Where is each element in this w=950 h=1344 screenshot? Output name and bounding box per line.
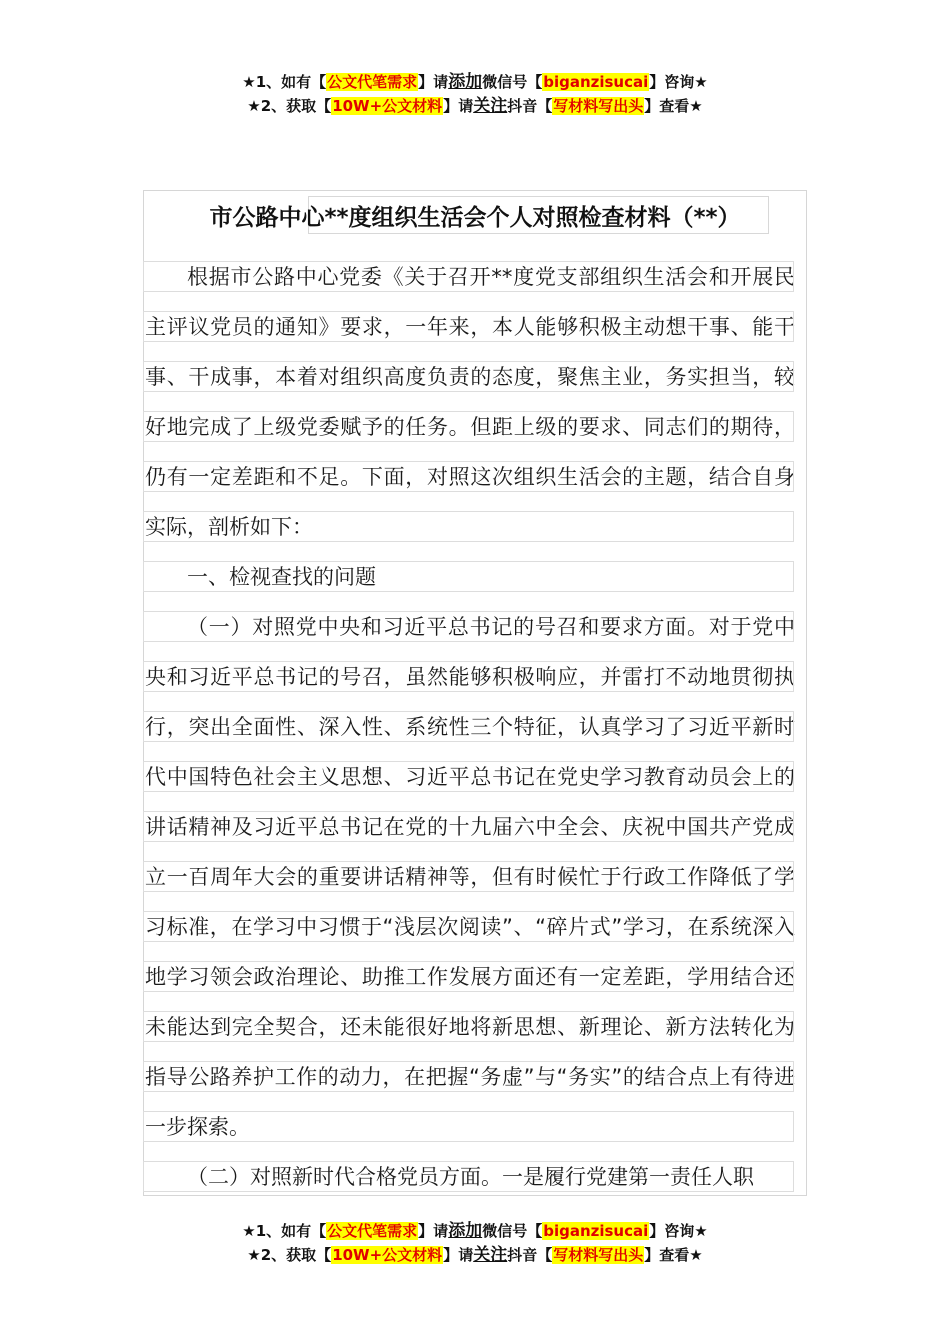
- banner-line-1: [0, 70, 950, 94]
- banner-highlight: biganzisucai: [543, 73, 649, 91]
- banner-text: ★1、如有【: [242, 73, 327, 91]
- banner-highlight: 公文代笔需求: [327, 73, 418, 91]
- banner-underlined: 添加: [448, 72, 483, 92]
- banner-text: 】请: [443, 97, 474, 115]
- banner-line-2: [0, 1243, 950, 1267]
- bottom-banner: [0, 1219, 950, 1267]
- banner-text: 抖音【: [507, 97, 553, 115]
- banner-highlight: 10W+公文材料: [332, 97, 443, 115]
- banner-underlined: 添加: [448, 1221, 483, 1241]
- section-heading: 一、检视查找的问题: [187, 565, 376, 589]
- top-banner: [0, 70, 950, 118]
- document-title: 市公路中心**度组织生活会个人对照检查材料（**）: [209, 205, 741, 231]
- banner-text: 】请: [443, 1246, 474, 1264]
- banner-highlight: 公文代笔需求: [327, 1222, 418, 1240]
- banner-underlined: 关注: [473, 1245, 508, 1265]
- banner-text: 】请: [418, 73, 449, 91]
- document-body: [145, 252, 795, 1202]
- banner-text: 】请: [418, 1222, 449, 1240]
- paragraph-section-1: （一）对照党中央和习近平总书记的号召和要求方面。对于党中央和习近平总书记的号召，虽然能够积极响应，并雷打不动地贯彻执行，突出全面性、深入性、系统性三个特征，认真学习了习近平新时代中国特色社会主义思想、习近平总书记在党史学习教育动员会上的讲话精神及习近平总书记在党的十九届六中全会、庆祝中国共产党成立一百周年大会的重要讲话精神等，但有时候忙于行政工作降低了学习标准，在学习中习惯于“浅层次阅读”、“碎片式”学习，在系统深入地学习领会政治理论、助推工作发展方面还有一定差距，学用结合还未能达到完全契合，还未能很好地将新思想、新理论、新方法转化为指导公路养护工作的动力，在把握“务虚”与“务实”的结合点上有待进一步探索。: [145, 615, 795, 1139]
- banner-text: 微信号【: [482, 73, 543, 91]
- banner-underlined: 关注: [473, 96, 508, 116]
- banner-line-2: [0, 94, 950, 118]
- banner-highlight: 10W+公文材料: [332, 1246, 443, 1264]
- banner-highlight: 写材料写出头: [553, 97, 644, 115]
- banner-line-1: [0, 1219, 950, 1243]
- banner-text: ★2、获取【: [247, 1246, 332, 1264]
- paragraph-intro: 根据市公路中心党委《关于召开**度党支部组织生活会和开展民主评议党员的通知》要求，一年来，本人能够积极主动想干事、能干事、干成事，本着对组织高度负责的态度，聚焦主业，务实担当，较好地完成了上级党委赋予的任务。但距上级的要求、同志们的期待，仍有一定差距和不足。下面，对照这次组织生活会的主题，结合自身实际，剖析如下：: [145, 265, 795, 539]
- banner-text: 抖音【: [507, 1246, 553, 1264]
- banner-text: ★1、如有【: [242, 1222, 327, 1240]
- banner-text: 】咨询★: [649, 73, 708, 91]
- banner-text: 】咨询★: [649, 1222, 708, 1240]
- paragraph-section-2: （二）对照新时代合格党员方面。一是履行党建第一责任人职: [187, 1165, 754, 1189]
- banner-highlight: 写材料写出头: [553, 1246, 644, 1264]
- banner-text: 】查看★: [644, 97, 703, 115]
- banner-text: 】查看★: [644, 1246, 703, 1264]
- banner-highlight: biganzisucai: [543, 1222, 649, 1240]
- banner-text: 微信号【: [482, 1222, 543, 1240]
- banner-text: ★2、获取【: [247, 97, 332, 115]
